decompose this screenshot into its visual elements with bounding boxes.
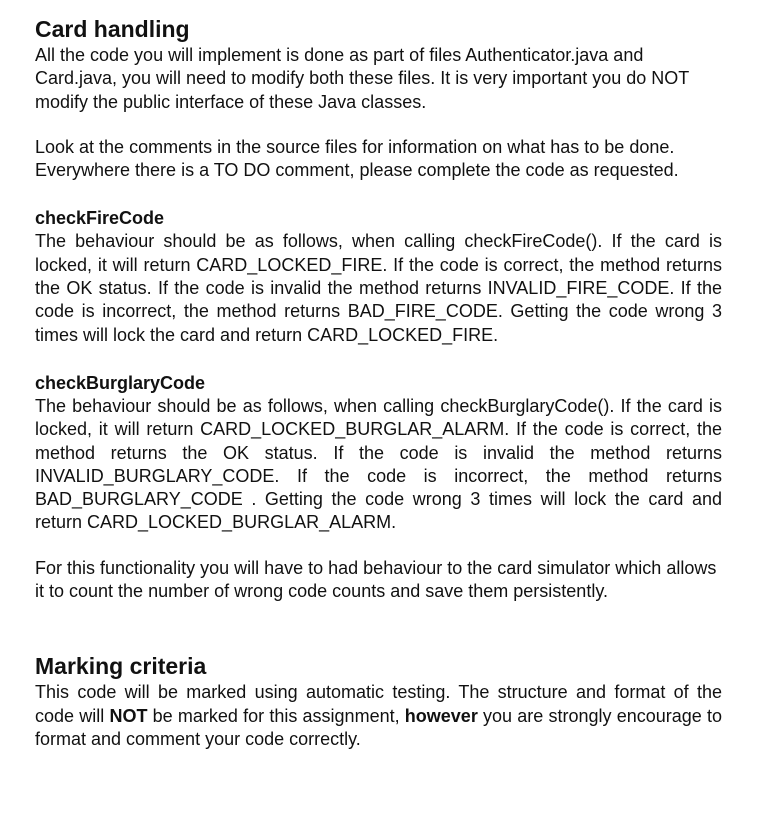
marking-text-3: you are strongly encourage to format and comment your code correctly.: [35, 705, 722, 749]
marking-criteria-heading: Marking criteria: [35, 653, 207, 680]
marking-text-2: be marked for this assignment,: [147, 705, 405, 726]
check-burglary-code-heading: checkBurglaryCode: [35, 372, 206, 393]
card-handling-intro-paragraph: All the code you will implement is done as part of files Authenticator.java and Card.java, you will need to modify both these files. It is very important you do NOT modify the public interface of these Java classes.: [35, 45, 689, 112]
persistence-note-paragraph: For this functionality you will have to had behaviour to the card simulator which allows it to count the number of wrong code counts and save them persistently.: [35, 557, 717, 602]
card-handling-comments-paragraph: Look at the comments in the source files for information on what has to be done. Everywhere there is a TO DO comment, please complete the code as requested.: [35, 136, 679, 181]
marking-criteria-paragraph: [35, 681, 722, 751]
marking-text-1: This code will be marked using automatic testing. The structure and format of the code will: [35, 682, 722, 726]
check-burglary-code-paragraph: The behaviour should be as follows, when calling checkBurglaryCode(). If the card is locked, it will return CARD_LOCKED_BURGLAR_ALARM. If the code is correct, the method returns the OK status. If the code is invalid the method returns INVALID_BURGLARY_CODE. If the code is incorrect, the method returns BAD_BURGLARY_CODE . Getting the code wrong 3 times will lock the card and return CARD_LOCKED_BURGLAR_ALARM.: [35, 395, 722, 533]
marking-bold-however: however: [404, 705, 478, 726]
check-fire-code-heading: checkFireCode: [35, 208, 165, 229]
card-handling-heading: Card handling: [35, 16, 190, 42]
marking-bold-not: NOT: [109, 705, 148, 726]
check-fire-code-paragraph: The behaviour should be as follows, when calling checkFireCode(). If the card is locked, it will return CARD_LOCKED_FIRE. If the code is correct, the method returns the OK status. If the code is invalid the method returns INVALID_FIRE_CODE. If the code is incorrect, the method returns BAD_FIRE_CODE. Getting the code wrong 3 times will lock the card and return CARD_LOCKED_FIRE.: [35, 231, 722, 345]
